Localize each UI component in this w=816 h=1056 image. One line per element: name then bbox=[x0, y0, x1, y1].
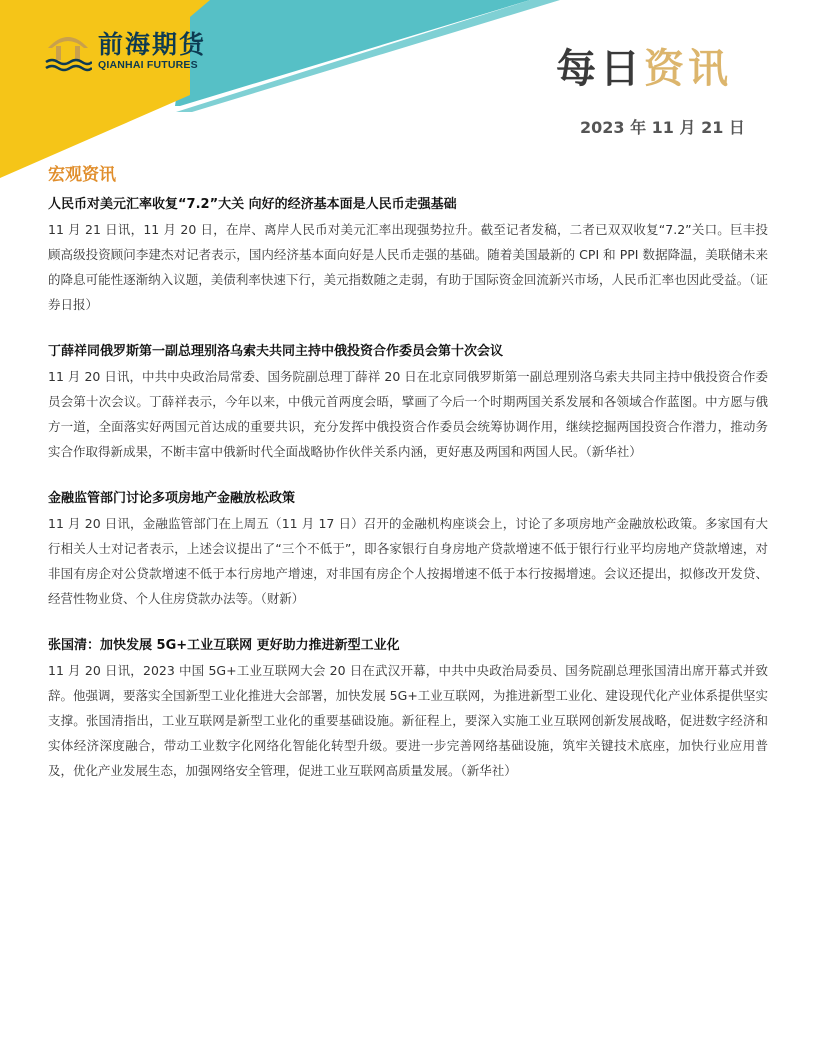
article-headline: 张国清：加快发展 5G+工业互联网 更好助力推进新型工业化 bbox=[48, 638, 400, 653]
logo-english-name: QIANHAI FUTURES bbox=[98, 59, 198, 71]
article-headline: 人民币对美元汇率收复“7.2”大关 向好的经济基本面是人民币走强基础 bbox=[48, 197, 457, 212]
article-list bbox=[48, 192, 768, 805]
article bbox=[48, 339, 768, 464]
page-title-part2: 资讯 bbox=[644, 46, 732, 92]
company-logo bbox=[44, 28, 206, 74]
article-body: 11 月 20 日讯，中共中央政治局常委、国务院副总理丁薛祥 20 日在北京同俄罗斯第一副总理别洛乌索夫共同主持中俄投资合作委员会第十次会议。丁薛祥表示，今年以来，中俄元首两度会晤，擘画了今后一个时期两国关系发展和各领域合作蓝图。中方愿与俄方一道，全面落实好两国元首达成的重要共识，充分发挥中俄投资合作委员会统筹协调作用，继续挖掘两国投资合作潜力，推动务实合作取得新成果，不断丰富中俄新时代全面战略协作伙伴关系内涵，更好惠及两国和两国人民。（新华社） bbox=[48, 369, 768, 459]
article bbox=[48, 486, 768, 611]
report-date: 2023 年 11 月 21 日 bbox=[580, 118, 745, 137]
section-title: 宏观资讯 bbox=[48, 165, 116, 185]
banner-teal-band bbox=[175, 0, 530, 106]
article-body: 11 月 20 日讯，金融监管部门在上周五（11 月 17 日）召开的金融机构座谈会上，讨论了多项房地产金融放松政策。多家国有大行相关人士对记者表示，上述会议提出了“三个不低于”，即各家银行自身房地产贷款增速不低于银行行业平均房地产贷款增速，对非国有房企对公贷款增速不低于本行房地产增速，对非国有房企个人按揭增速不低于本行按揭增速。会议还提出，拟修改开发贷、经营性物业贷、个人住房贷款办法等。（财新） bbox=[48, 516, 768, 606]
page-title bbox=[556, 44, 732, 94]
article-body: 11 月 21 日讯，11 月 20 日，在岸、离岸人民币对美元汇率出现强势拉升。截至记者发稿，二者已双双收复“7.2”关口。巨丰投顾高级投资顾问李建杰对记者表示，国内经济基本面向好是人民币走强的基础。随着美国最新的 CPI 和 PPI 数据降温，美联储未来的降息可能性逐渐纳入议题，美债利率快速下行，美元指数随之走弱，有助于国际资金回流新兴市场，人民币汇率也因此受益。（证券日报） bbox=[48, 222, 768, 312]
article-headline: 丁薛祥同俄罗斯第一副总理别洛乌索夫共同主持中俄投资合作委员会第十次会议 bbox=[48, 344, 504, 359]
article bbox=[48, 633, 768, 783]
page-title-part1: 每日 bbox=[556, 46, 644, 92]
article bbox=[48, 192, 768, 317]
article-body: 11 月 20 日讯，2023 中国 5G+工业互联网大会 20 日在武汉开幕，中共中央政治局委员、国务院副总理张国清出席开幕式并致辞。他强调，要落实全国新型工业化推进大会部署，加快发展 5G+工业互联网，为推进新型工业化、建设现代化产业体系提供坚实支撑。张国清指出，工业互联网是新型工业化的重要基础设施。新征程上，要深入实施工业互联网创新发展战略，促进数字经济和实体经济深度融合，带动工业数字化网络化智能化转型升级。要进一步完善网络基础设施，筑牢关键技术底座，加快行业应用普及，优化产业发展生态，加强网络安全管理，促进工业互联网高质量发展。（新华社） bbox=[48, 663, 768, 778]
logo-chinese-name: 前海期货 bbox=[98, 30, 207, 59]
banner-yellow-fill bbox=[0, 0, 190, 178]
article-headline: 金融监管部门讨论多项房地产金融放松政策 bbox=[48, 491, 296, 506]
logo-mark-icon bbox=[44, 28, 92, 74]
